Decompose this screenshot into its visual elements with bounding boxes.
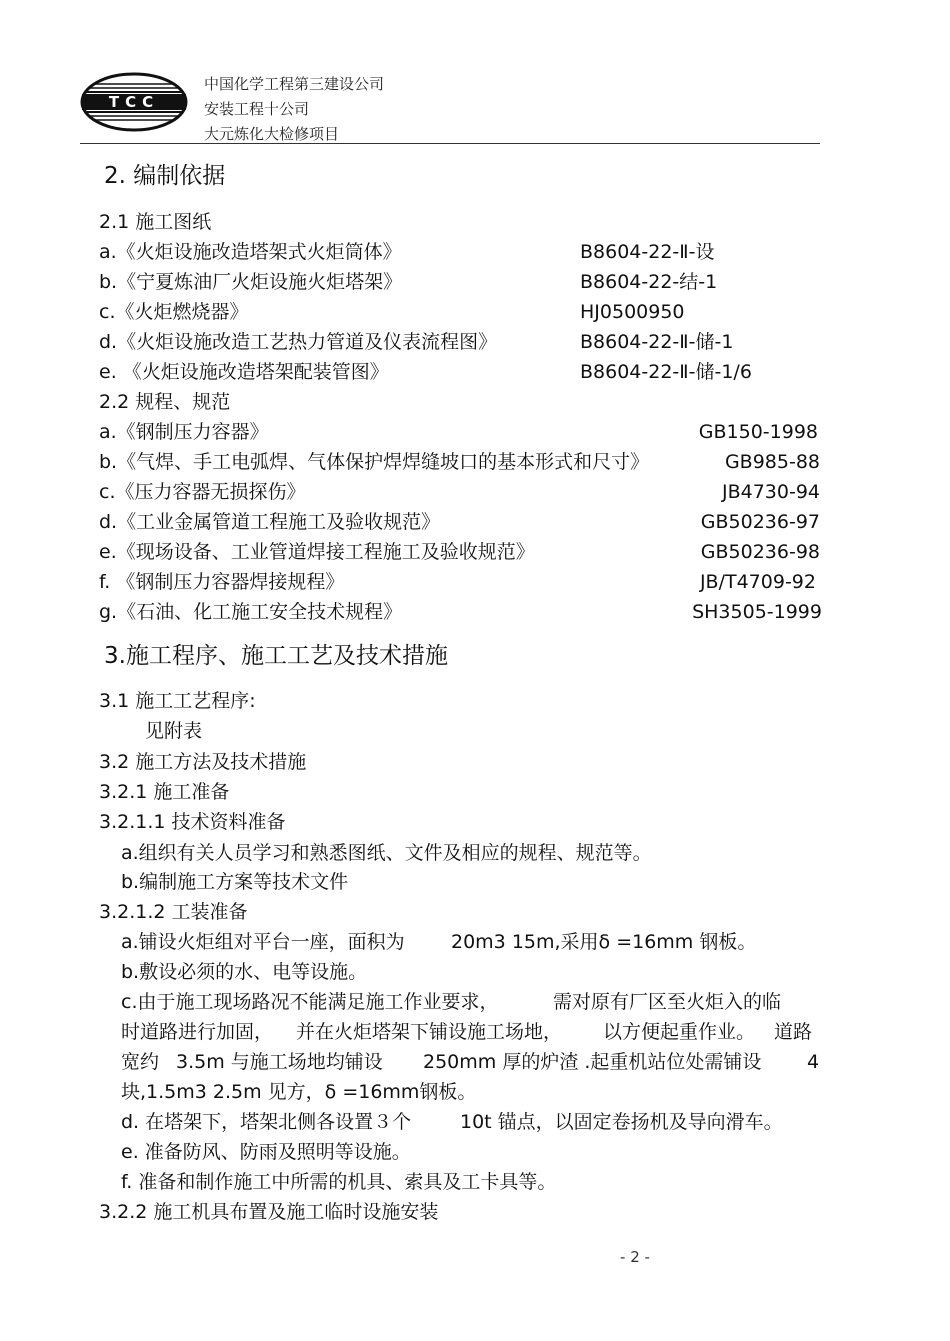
standard-code: JB/T4709-92 xyxy=(699,571,816,593)
standard-code: GB985-88 xyxy=(724,451,820,473)
subsection-heading: 3.2 施工方法及技术措施 xyxy=(99,751,307,773)
company-line: 大元炼化大检修项目 xyxy=(204,125,340,143)
body-text: b.敷设必须的水、电等设施。 xyxy=(121,961,368,983)
subsection-heading: 3.2.1.1 技术资料准备 xyxy=(99,811,286,833)
body-text: 宽约 xyxy=(121,1051,160,1073)
drawing-label: b.《宁夏炼油厂火炬设施火炬塔架》 xyxy=(99,271,403,293)
body-text: 20m3 15m,采用δ =16mm 钢板。 xyxy=(451,931,757,953)
company-line: 安装工程十公司 xyxy=(204,100,310,118)
company-line: 中国化学工程第三建设公司 xyxy=(204,75,385,93)
body-text: 块,1.5m3 2.5m 见方，δ =16mm钢板。 xyxy=(121,1081,477,1103)
standard-label: b.《气焊、手工电弧焊、气体保护焊焊缝坡口的基本形式和尺寸》 xyxy=(99,451,650,473)
drawing-code: B8604-22-Ⅱ-储-1 xyxy=(580,331,734,353)
drawing-label: d.《火炬设施改造工艺热力管道及仪表流程图》 xyxy=(99,331,498,353)
standard-label: g.《石油、化工施工安全技术规程》 xyxy=(99,601,403,623)
body-text: b.编制施工方案等技术文件 xyxy=(121,871,349,893)
standard-label: a.《钢制压力容器》 xyxy=(99,421,269,443)
standard-label: e.《现场设备、工业管道焊接工程施工及验收规范》 xyxy=(99,541,535,563)
subsection-heading: 3.2.2 施工机具布置及施工临时设施安装 xyxy=(99,1201,439,1223)
section-3-title: 3.施工程序、施工工艺及技术措施 xyxy=(104,643,448,669)
standard-label: d.《工业金属管道工程施工及验收规范》 xyxy=(99,511,441,533)
drawing-code: B8604-22-Ⅱ-设 xyxy=(580,241,715,263)
body-text: a.组织有关人员学习和熟悉图纸、文件及相应的规程、规范等。 xyxy=(121,842,652,864)
body-text: c.由于施工现场路况不能满足施工作业要求， xyxy=(121,991,499,1013)
body-text: e. 准备防风、防雨及照明等设施。 xyxy=(121,1141,411,1163)
standard-code: SH3505-1999 xyxy=(692,601,822,623)
subsection-heading: 3.2.1 施工准备 xyxy=(99,781,230,803)
body-text: 需对原有厂区至火炬入的临 xyxy=(553,991,782,1013)
drawing-label: e. 《火炬设施改造塔架配装管图》 xyxy=(99,361,389,383)
body-text: 10t 锚点，以固定卷扬机及导向滑车。 xyxy=(460,1111,783,1133)
logo-text: TCC xyxy=(108,93,160,111)
body-text: a.铺设火炬组对平台一座，面积为 xyxy=(121,931,405,953)
standard-code: JB4730-94 xyxy=(721,481,820,503)
body-text: 见附表 xyxy=(145,720,203,742)
drawing-code: HJ0500950 xyxy=(580,301,685,323)
body-text: 以方便起重作业。 xyxy=(603,1021,756,1043)
body-text: 4 xyxy=(807,1051,820,1073)
body-text: d. 在塔架下，塔架北侧各设置３个 xyxy=(121,1111,412,1133)
company-name xyxy=(204,72,384,147)
header-divider xyxy=(80,143,820,144)
drawings-heading: 2.1 施工图纸 xyxy=(99,211,212,233)
body-text: f. 准备和制作施工中所需的机具、索具及工卡具等。 xyxy=(121,1171,557,1193)
subsection-heading: 3.2.1.2 工装准备 xyxy=(99,901,248,923)
page-number: - 2 - xyxy=(620,1248,650,1266)
drawing-label: c.《火炬燃烧器》 xyxy=(99,301,249,323)
body-text: 并在火炬塔架下铺设施工场地， xyxy=(296,1021,563,1043)
standard-code: GB50236-98 xyxy=(700,541,820,563)
drawing-label: a.《火炬设施改造塔架式火炬筒体》 xyxy=(99,241,402,263)
body-text: 250mm 厚的炉渣 .起重机站位处需铺设 xyxy=(423,1051,762,1073)
drawing-code: B8604-22-Ⅱ-储-1/6 xyxy=(580,361,752,383)
standard-label: c.《压力容器无损探伤》 xyxy=(99,481,306,503)
body-text: 时道路进行加固， xyxy=(121,1021,274,1043)
drawing-code: B8604-22-结-1 xyxy=(580,271,718,293)
body-text: 道路 xyxy=(774,1021,813,1043)
standards-heading: 2.2 规程、规范 xyxy=(99,391,231,413)
body-text: 3.5m 与施工场地均铺设 xyxy=(176,1051,383,1073)
tcc-logo xyxy=(80,72,188,132)
standard-code: GB50236-97 xyxy=(700,511,820,533)
section-2-title: 2. 编制依据 xyxy=(104,163,226,189)
standard-label: f. 《钢制压力容器焊接规程》 xyxy=(99,571,345,593)
standard-code: GB150-1998 xyxy=(698,421,818,443)
subsection-heading: 3.1 施工工艺程序: xyxy=(99,690,256,712)
